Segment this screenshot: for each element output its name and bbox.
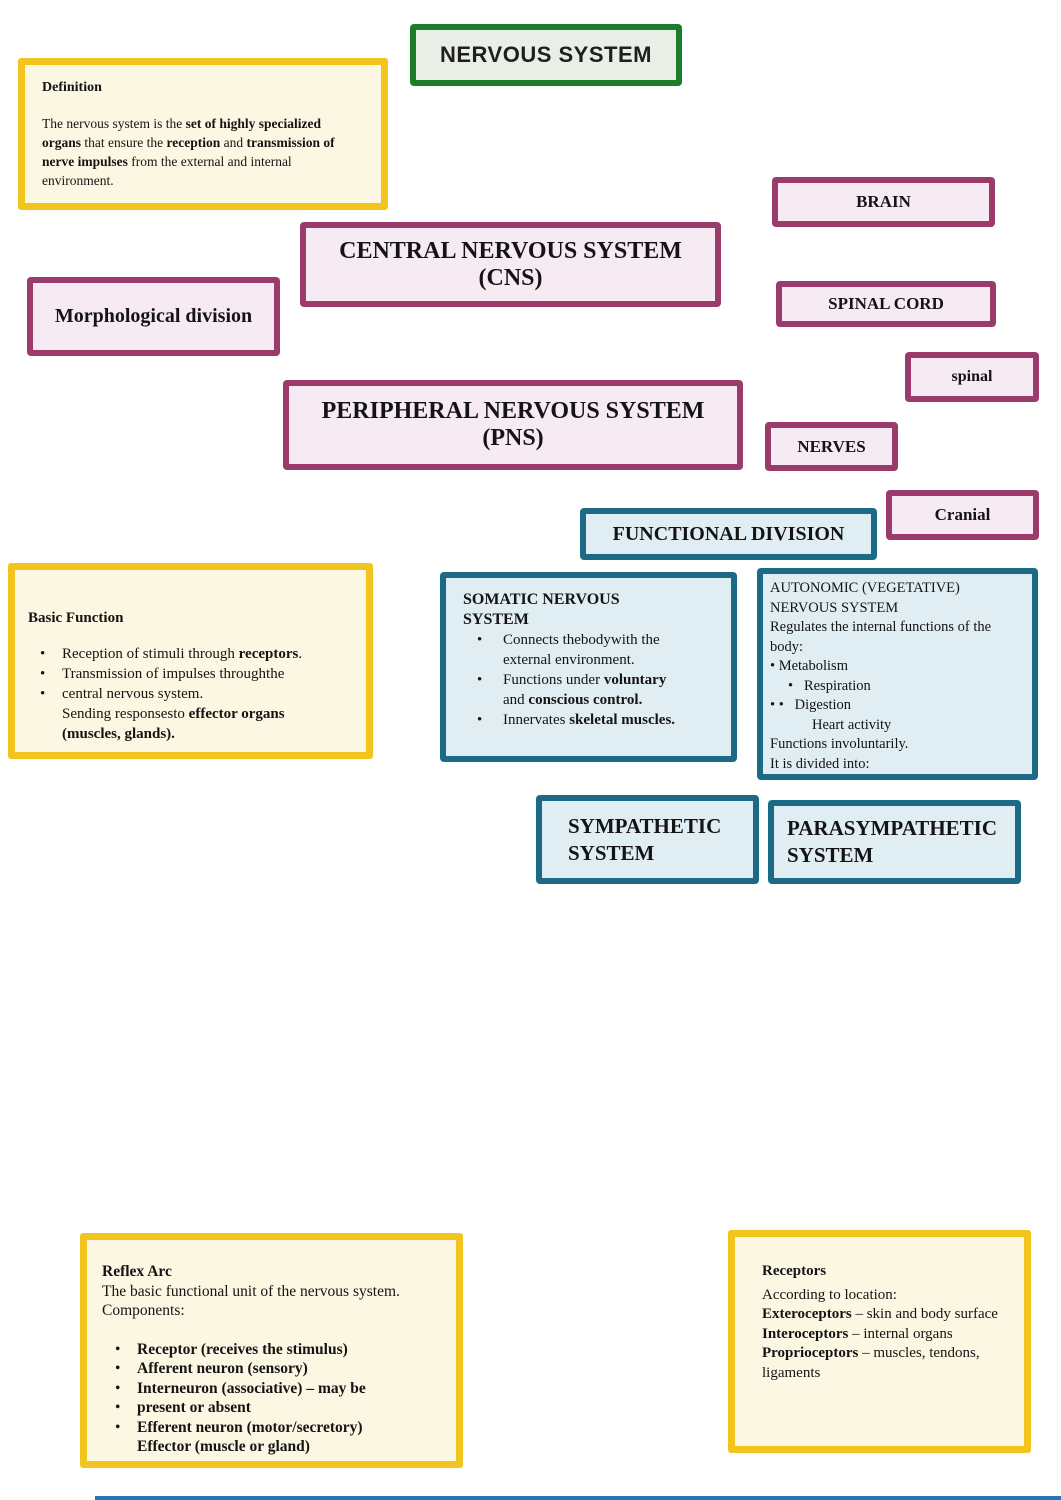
text-line: • Respiration [788, 677, 871, 694]
pns-box [283, 380, 743, 470]
basic-function-list [28, 644, 356, 744]
receptors-heading: Receptors [762, 1263, 827, 1279]
list-item [102, 1359, 444, 1379]
bullet-icon: • [115, 1360, 121, 1377]
cranial-box [886, 490, 1039, 540]
parasympathetic-label: PARASYMPATHETIC SYSTEM [787, 816, 997, 867]
list-item [28, 684, 356, 704]
list-item [28, 644, 356, 664]
list-item-text: Functions under voluntary and conscious control. [503, 672, 667, 708]
pns-label: PERIPHERAL NERVOUS SYSTEM (PNS) [321, 398, 705, 451]
text-line: • Metabolism [770, 658, 848, 674]
spinal-cord-label: SPINAL CORD [828, 294, 944, 313]
list-item-text: Efferent neuron (motor/secretory) [137, 1418, 363, 1436]
functional-division-box [580, 508, 877, 560]
list-item [102, 1437, 444, 1457]
reflex-arc-intro-line1: The basic functional unit of the nervous system. [102, 1282, 400, 1300]
list-item [463, 710, 723, 730]
text-line: Exteroceptors – skin and body surface [762, 1306, 998, 1322]
reflex-arc-list [102, 1340, 444, 1457]
bullet-icon: • [115, 1399, 121, 1416]
list-item [102, 1340, 444, 1360]
bullet-icon: • [115, 1340, 121, 1358]
morphological-division-box [27, 277, 280, 356]
basic-function-heading: Basic Function [28, 610, 124, 626]
bullet-icon: • [40, 666, 46, 682]
list-item-text: Effector (muscle or gland) [137, 1438, 310, 1455]
definition-box [18, 58, 388, 210]
cns-label: CENTRAL NERVOUS SYSTEM (CNS) [339, 237, 682, 291]
definition-body: The nervous system is the set of highly specialized organs that ensure the reception and transmission of nerve impulses from the external and internal environment. [42, 116, 335, 188]
list-item-text: Receptor (receives the stimulus) [137, 1340, 348, 1358]
list-item-text: Innervates skeletal muscles. [503, 712, 676, 728]
spinal-label: spinal [951, 368, 993, 385]
list-item-text: Interneuron (associative) – may be [137, 1379, 366, 1397]
text-line: Regulates the internal functions of the body: [770, 619, 992, 655]
receptors-text [762, 1286, 1014, 1384]
cranial-label: Cranial [934, 505, 991, 524]
list-item-text: Reception of stimuli through receptors. [62, 646, 303, 662]
list-item-text: (muscles, glands). [62, 726, 175, 742]
bullet-icon: • [40, 686, 46, 702]
morphological-division-label: Morphological division [54, 305, 253, 327]
nervous-system-title: NERVOUS SYSTEM [440, 42, 652, 67]
text-line: AUTONOMIC (VEGETATIVE) NERVOUS SYSTEM [770, 580, 960, 616]
basic-function-box [8, 563, 373, 759]
sympathetic-label: SYMPATHETIC SYSTEM [568, 813, 722, 865]
list-item [28, 724, 356, 744]
text-line: Interoceptors – internal organs [762, 1325, 953, 1342]
reflex-arc-heading: Reflex Arc [102, 1263, 172, 1280]
list-item [28, 664, 356, 684]
autonomic-text [770, 579, 1026, 774]
nerves-box [765, 422, 898, 471]
functional-division-label: FUNCTIONAL DIVISION [612, 522, 845, 545]
list-item-text: present or absent [137, 1399, 251, 1416]
cns-box [300, 222, 721, 307]
parasympathetic-box [768, 800, 1021, 884]
list-item [463, 630, 723, 670]
definition-heading: Definition [42, 80, 102, 95]
reflex-arc-box [80, 1233, 463, 1468]
list-item [28, 704, 356, 724]
somatic-box [440, 572, 737, 762]
bullet-icon: • [40, 646, 46, 662]
list-item [102, 1398, 444, 1418]
spinal-cord-box [776, 281, 996, 327]
nerves-label: NERVES [797, 436, 866, 456]
somatic-heading: SOMATIC NERVOUS SYSTEM [463, 591, 620, 628]
somatic-list [463, 630, 723, 730]
list-item-text: Connects thebodywith the external environment. [503, 632, 660, 668]
list-item-text: central nervous system. [62, 686, 204, 702]
list-item [463, 670, 723, 710]
sympathetic-box [536, 795, 759, 884]
bullet-icon: • [477, 672, 483, 688]
list-item-text: Sending responsesto effector organs [62, 706, 285, 722]
text-line: Heart activity [812, 716, 892, 733]
brain-box [772, 177, 995, 227]
list-item [102, 1418, 444, 1438]
text-line: Functions involuntarily. [770, 736, 909, 752]
bullet-icon: • [477, 712, 483, 728]
brain-label: BRAIN [856, 192, 911, 211]
text-line: • • Digestion [770, 697, 852, 713]
list-item [102, 1379, 444, 1399]
bullet-icon: • [115, 1418, 121, 1436]
bottom-bar [95, 1496, 1061, 1500]
receptors-box [728, 1230, 1031, 1453]
spacer [102, 1321, 444, 1340]
nervous-system-title-box [410, 24, 682, 86]
text-line: It is divided into: [770, 755, 870, 772]
text-line: According to location: [762, 1286, 897, 1303]
spinal-box [905, 352, 1039, 402]
reflex-arc-intro-line2: Components: [102, 1302, 185, 1319]
bullet-icon: • [115, 1379, 121, 1397]
list-item-text: Afferent neuron (sensory) [137, 1360, 308, 1377]
autonomic-box [757, 568, 1038, 780]
bullet-icon: • [477, 632, 483, 648]
text-line: Proprioceptors – muscles, tendons, ligaments [762, 1345, 980, 1381]
list-item-text: Transmission of impulses throughthe [62, 666, 285, 682]
